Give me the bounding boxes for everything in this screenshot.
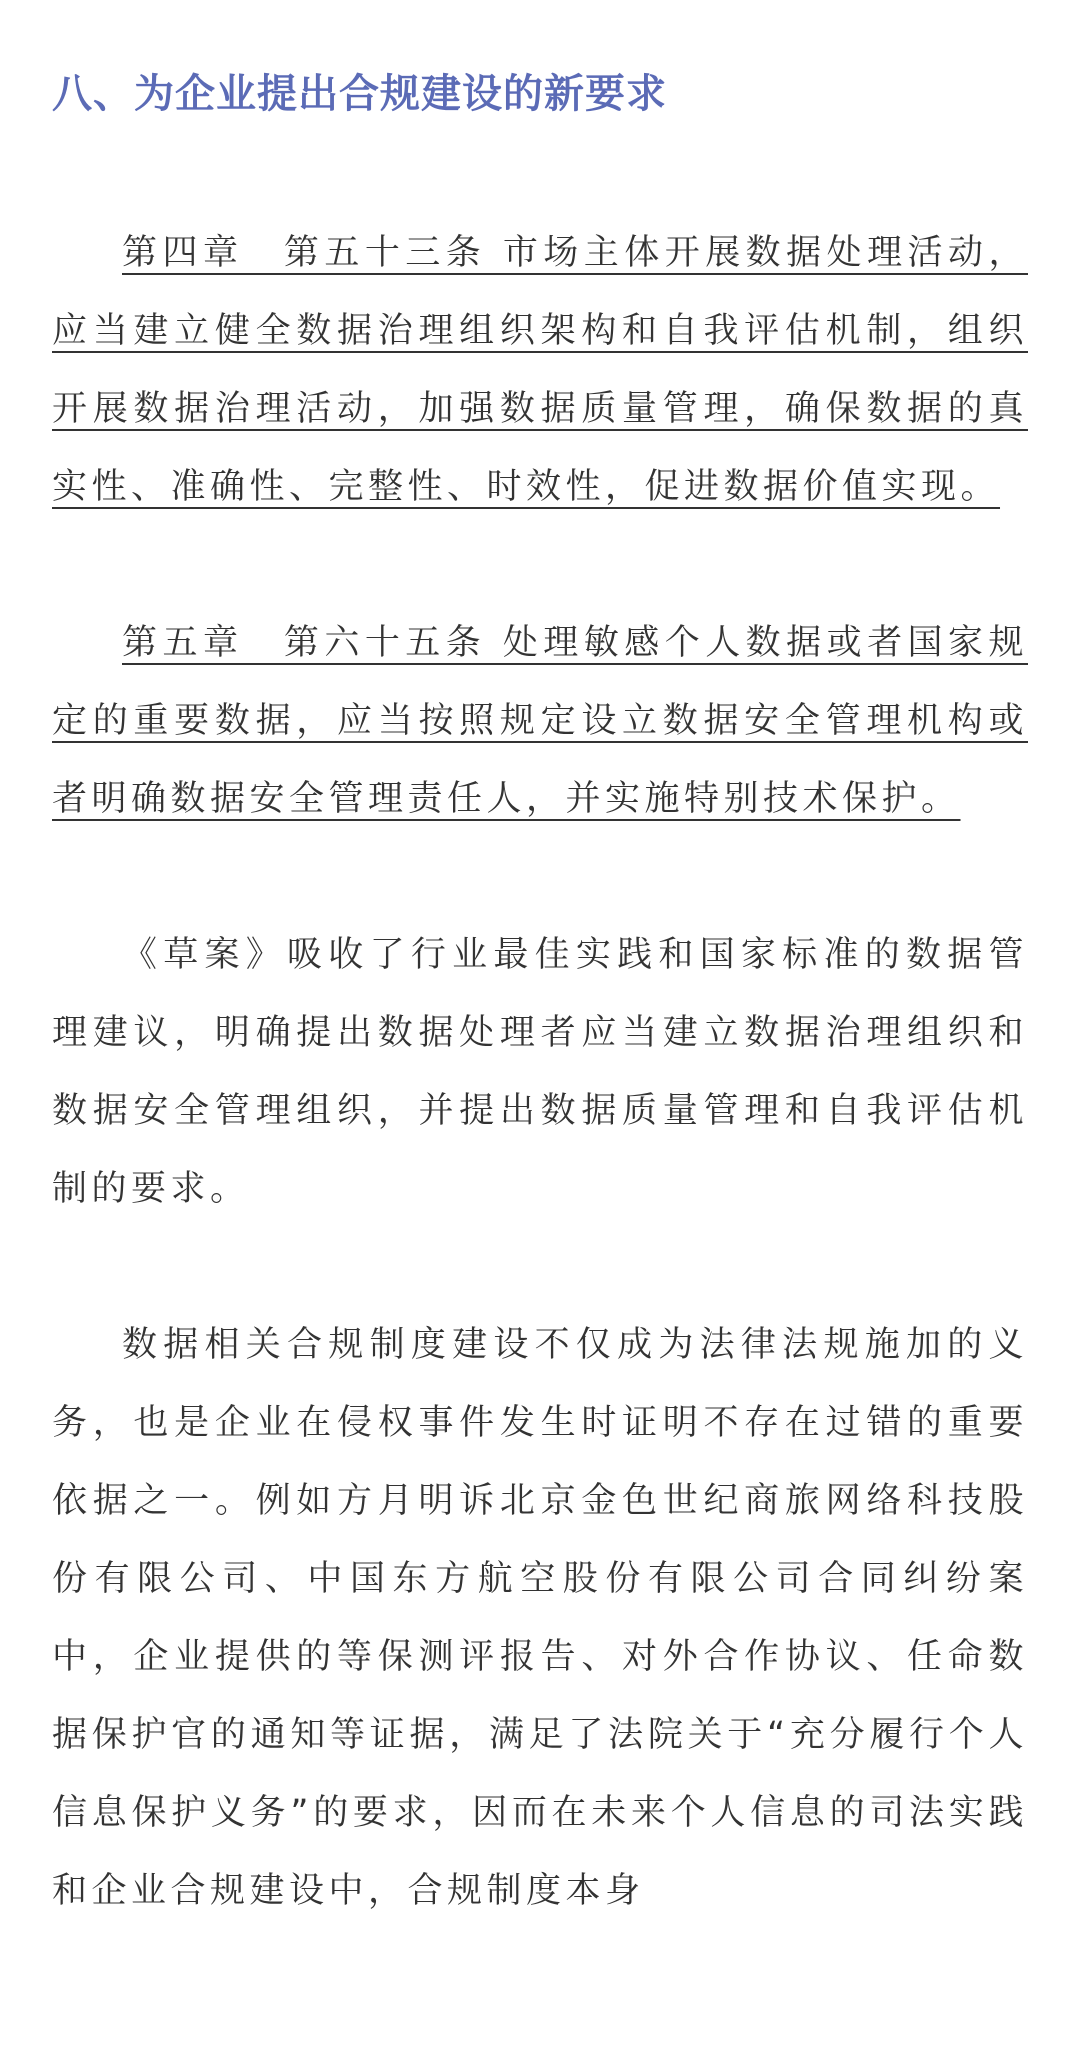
quote-text: 第五章 第六十五条 处理敏感个人数据或者国家规定的重要数据，应当按照规定设立数据安全管理机构或者明确数据安全管理责任人，并实施特别技术保护。 (52, 623, 1028, 819)
commentary-paragraph: 《草案》吸收了行业最佳实践和国家标准的数据管理建议，明确提出数据处理者应当建立数据治理组织和数据安全管理组织，并提出数据质量管理和自我评估机制的要求。 (52, 935, 1028, 1209)
article-quote-chapter-5 (52, 604, 1028, 838)
quote-text: 第四章 第五十三条 市场主体开展数据处理活动，应当建立健全数据治理组织架构和自我评估机制，组织开展数据治理活动，加强数据质量管理，确保数据的真实性、准确性、完整性、时效性，促进数据价值实现。 (52, 233, 1028, 507)
article-quote-chapter-4 (52, 214, 1028, 526)
section-heading: 八、为企业提出合规建设的新要求 (52, 71, 667, 117)
commentary-paragraph: 数据相关合规制度建设不仅成为法律法规施加的义务，也是企业在侵权事件发生时证明不存在过错的重要依据之一。例如方月明诉北京金色世纪商旅网络科技股份有限公司、中国东方航空股份有限公司合同纠纷案中，企业提供的等保测评报告、对外合作协议、任命数据保护官的通知等证据，满足了法院关于“充分履行个人信息保护义务”的要求，因而在未来个人信息的司法实践和企业合规建设中，合规制度本身 (52, 1325, 1028, 1911)
